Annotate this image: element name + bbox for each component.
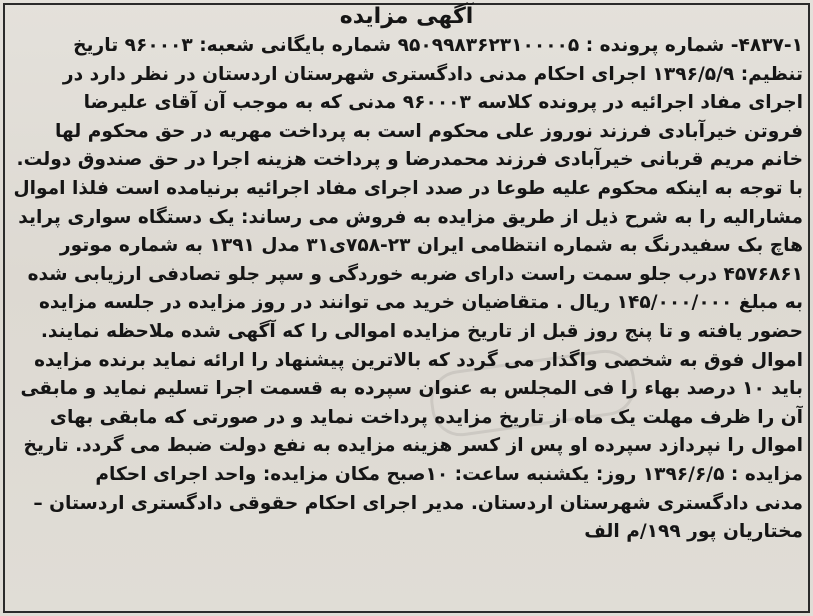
- auction-notice: [10, 4, 803, 610]
- notice-line-12: اموال فوق به شخصی واگذار می گردد که بالاترین پیشنهاد را ارائه نماید برنده مزایده: [34, 349, 803, 371]
- notice-line-8: هاچ بک سفیدرنگ به شماره انتظامی ایران ۲۳-۷۵۸ی۳۱ مدل ۱۳۹۱ به شماره موتور: [59, 235, 803, 257]
- notice-line-11: حضور یافته و تا پنج روز قبل از تاریخ مزایده اموالی را که آگهی شده ملاحظه نمایند.: [40, 320, 803, 342]
- notice-line-5: خانم مریم قربانی خیرآبادی فرزند محمدرضا و پرداخت هزینه اجرا در حق صندوق دولت.: [16, 149, 803, 171]
- notice-line-17: مدنی دادگستری شهرستان اردستان. مدیر اجرای احکام حقوقی دادگستری اردستان –: [33, 492, 803, 514]
- notice-line-3: اجرای مفاد اجرائیه در پرونده کلاسه ۹۶۰۰۰۳ مدنی که به موجب آن آقای علیرضا: [83, 92, 803, 114]
- notice-line-1: ۴۸۳۷-۱- شماره پرونده : ۹۵۰۹۹۸۳۶۲۳۱۰۰۰۰۵ شماره بایگانی شعبه: ۹۶۰۰۰۳ تاریخ: [73, 35, 803, 56]
- notice-line-13: باید ۱۰ درصد بهاء را فی المجلس به عنوان سپرده به قسمت اجرا تسلیم نماید و مابقی: [20, 378, 803, 400]
- notice-line-4: فروتن خیرآبادی فرزند نوروز علی محکوم است به پرداخت مهریه در حق محکوم لها: [55, 120, 803, 142]
- notice-line-6: با توجه به اینکه محکوم علیه طوعا در صدد اجرای مفاد اجرائیه برنیامده است فلذا اموال: [13, 177, 803, 199]
- notice-line-18: مختاریان پور ۱۹۹/م الف: [584, 521, 803, 543]
- notice-line-14: آن را ظرف مهلت یک ماه از تاریخ مزایده پرداخت نماید و در صورتی که مابقی بهای: [49, 406, 803, 428]
- notice-line-10: به مبلغ ۱۴۵/۰۰۰/۰۰۰ ریال . متقاضیان خرید می توانند در روز مزایده در جلسه مزایده: [38, 292, 803, 314]
- notice-line-15: اموال را نپردازد سپرده او پس از کسر هزینه مزایده به نفع دولت ضبط می گردد. تاریخ: [23, 435, 803, 457]
- notice-line-9: ۴۵۷۶۸۶۱ درب جلو سمت راست دارای ضربه خوردگی و سپر جلو تصادفی ارزیابی شده: [27, 263, 803, 285]
- notice-line-7: مشارالیه را به شرح ذیل از طریق مزایده به فروش می رساند: یک دستگاه سواری پراید: [18, 206, 803, 228]
- notice-line-16: مزایده : ۱۳۹۶/۶/۵ روز: یکشنبه ساعت: ۱۰صبح مکان مزایده: واحد اجرای احکام: [95, 463, 803, 485]
- notice-title: آگهی مزایده: [339, 4, 474, 29]
- notice-line-2: تنظیم: ۱۳۹۶/۵/۹ اجرای احکام مدنی دادگستری شهرستان اردستان در نظر دارد در: [62, 63, 803, 85]
